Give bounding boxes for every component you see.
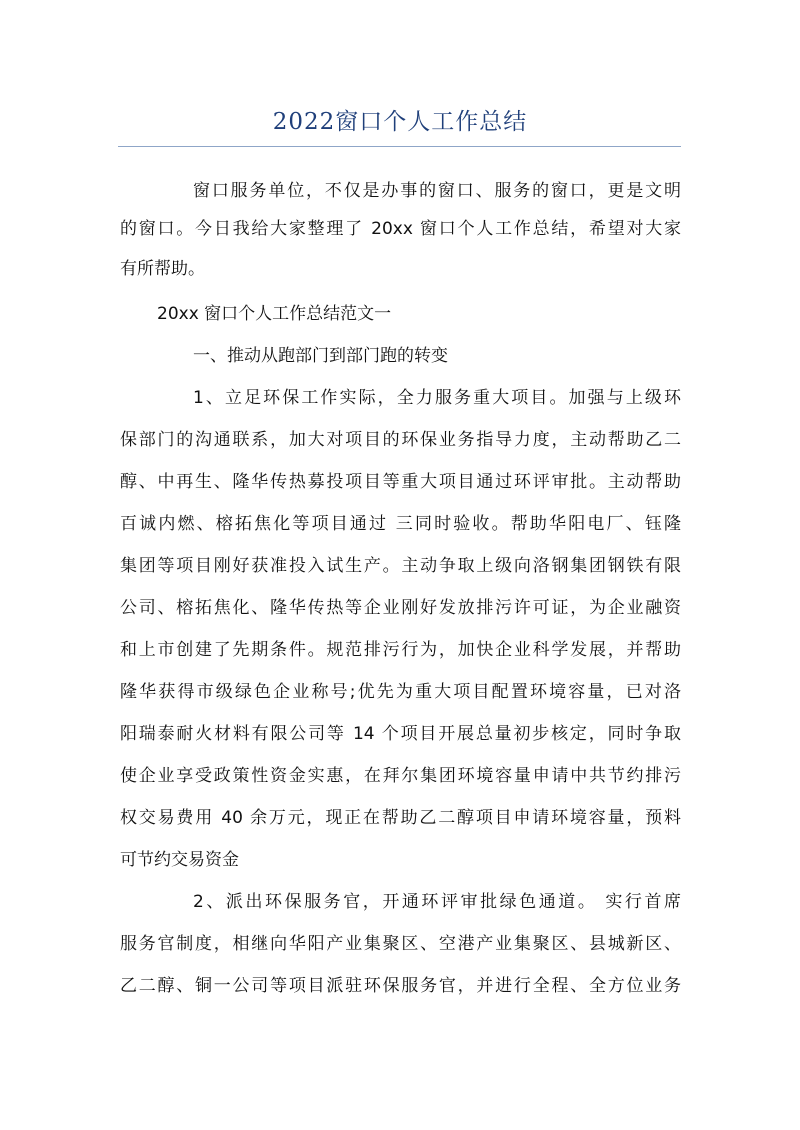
title-divider [118,146,681,147]
text-line: 隆华获得市级绿色企业称号;优先为重大项目配置环境容量，已对洛 [120,682,681,702]
document-title: 2022窗口个人工作总结 [272,109,528,135]
text-line: 有所帮助。 [120,259,205,279]
section-heading: 20xx 窗口个人工作总结范文一 [157,304,392,324]
text-line: 的窗口。今日我给大家整理了 20xx 窗口个人工作总结，希望对大家 [120,219,681,239]
text-line: 阳瑞泰耐火材料有限公司等 14 个项目开展总量初步核定，同时争取 [120,724,681,744]
text-line: 1、立足环保工作实际，全力服务重大项目。加强与上级环 [193,388,681,408]
section-heading: 一、推动从跑部门到部门跑的转变 [193,346,448,366]
text-line: 百诚内燃、榕拓焦化等项目通过 三同时验收。帮助华阳电厂、钰隆 [120,514,681,534]
text-line: 窗口服务单位，不仅是办事的窗口、服务的窗口，更是文明 [193,181,681,201]
text-line: 服务官制度，相继向华阳产业集聚区、空港产业集聚区、县城新区、 [120,934,681,954]
text-line: 乙二醇、铜一公司等项目派驻环保服务官，并进行全程、全方位业务 [120,976,681,996]
text-line: 使企业享受政策性资金实惠，在拜尔集团环境容量申请中共节约排污 [120,766,681,786]
text-line: 可节约交易资金 [120,850,239,870]
text-line: 公司、榕拓焦化、隆华传热等企业刚好发放排污许可证，为企业融资 [120,598,681,618]
text-line: 保部门的沟通联系，加大对项目的环保业务指导力度，主动帮助乙二 [120,430,681,450]
text-line: 醇、中再生、隆华传热募投项目等重大项目通过环评审批。主动帮助 [120,472,681,492]
text-line: 2、派出环保服务官，开通环评审批绿色通道。 实行首席 [193,892,681,912]
text-line: 权交易费用 40 余万元，现正在帮助乙二醇项目申请环境容量，预料 [120,808,681,828]
text-line: 和上市创建了先期条件。规范排污行为，加快企业科学发展，并帮助 [120,640,681,660]
text-line: 集团等项目刚好获准投入试生产。主动争取上级向洛钢集团钢铁有限 [120,556,681,576]
